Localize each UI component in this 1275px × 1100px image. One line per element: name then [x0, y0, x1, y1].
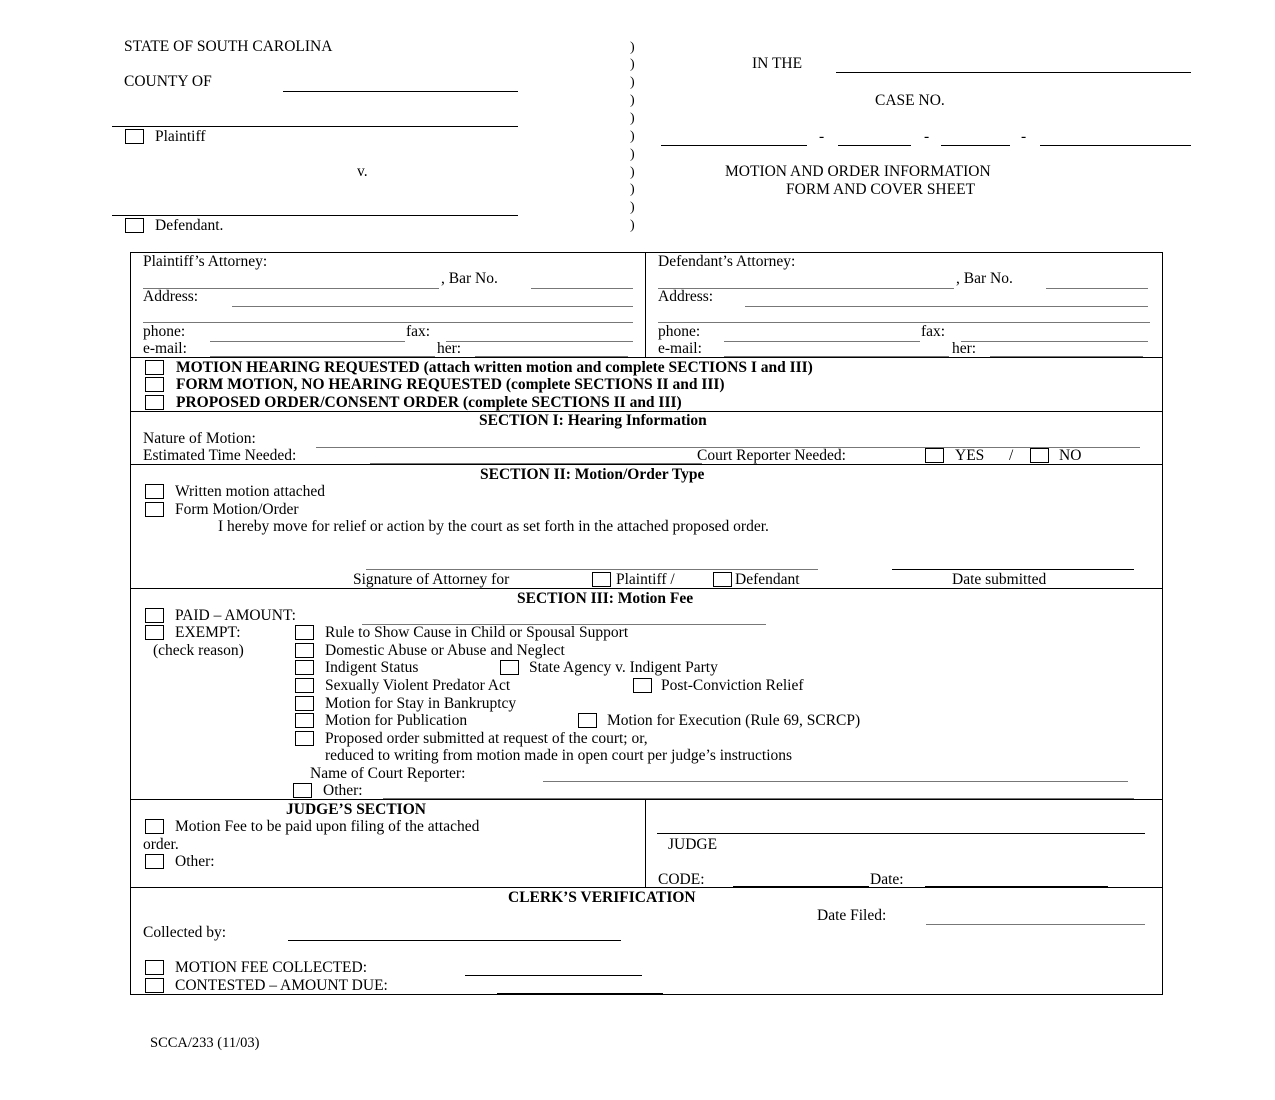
county-label: COUNTY OF	[124, 73, 212, 90]
judge-code-label: CODE:	[658, 871, 705, 888]
judge-date-field[interactable]	[925, 886, 1108, 887]
contested-amount-field[interactable]	[497, 993, 663, 994]
form-motion-order-checkbox[interactable]	[145, 502, 164, 517]
attorney-signature-field[interactable]	[366, 569, 818, 570]
form-motion-option: FORM MOTION, NO HEARING REQUESTED (complete SECTIONS II and III)	[176, 376, 725, 393]
case-no-label: CASE NO.	[875, 92, 945, 109]
date-submitted-field[interactable]	[892, 569, 1134, 570]
reason-other-field[interactable]	[383, 798, 1134, 799]
motion-hearing-checkbox[interactable]	[145, 360, 164, 375]
slash: /	[1009, 447, 1014, 464]
section-2-title: SECTION II: Motion/Order Type	[480, 466, 705, 483]
proposed-order-option: PROPOSED ORDER/CONSENT ORDER (complete SECTIONS II and III)	[176, 394, 682, 411]
reason-state-agency-checkbox[interactable]	[500, 660, 519, 675]
defendant-checkbox[interactable]	[125, 218, 144, 233]
case-no-part1[interactable]	[661, 145, 807, 146]
defendant-address-2[interactable]	[658, 322, 1150, 323]
written-motion-checkbox[interactable]	[145, 484, 164, 499]
caption-divider: )	[630, 57, 635, 72]
collected-by-field[interactable]	[288, 940, 621, 941]
defendant-bar-no[interactable]	[1046, 288, 1148, 289]
court-reporter-label: Court Reporter Needed:	[697, 447, 846, 464]
fee-upon-filing-checkbox[interactable]	[145, 819, 164, 834]
defendant-fax[interactable]	[961, 341, 1148, 342]
form-motion-checkbox[interactable]	[145, 377, 164, 392]
fee-collected-checkbox[interactable]	[145, 960, 164, 975]
row-divider	[130, 799, 1163, 800]
plaintiff-phone[interactable]	[210, 341, 405, 342]
signature-plaintiff-label: Plaintiff /	[616, 571, 675, 588]
reason-indigent-status-label: Indigent Status	[325, 659, 419, 676]
fee-upon-filing-continued: order.	[143, 836, 179, 853]
caption-divider: )	[630, 40, 635, 55]
reason-publication-label: Motion for Publication	[325, 712, 468, 729]
reason-indigent-status-checkbox[interactable]	[295, 660, 314, 675]
her-label: her:	[437, 340, 462, 357]
reason-domestic-abuse-label: Domestic Abuse or Abuse and Neglect	[325, 642, 565, 659]
plaintiff-bar-no[interactable]	[531, 288, 633, 289]
fax-label: fax:	[406, 323, 431, 340]
fee-upon-filing-label: Motion Fee to be paid upon filing of the attached	[175, 818, 480, 835]
fax-label: fax:	[921, 323, 946, 340]
row-divider	[130, 357, 1163, 358]
contested-label: CONTESTED – AMOUNT DUE:	[175, 977, 388, 994]
reason-pcr-checkbox[interactable]	[633, 678, 652, 693]
form-motion-order-label: Form Motion/Order	[175, 501, 299, 518]
fee-collected-label: MOTION FEE COLLECTED:	[175, 959, 368, 976]
reporter-yes-label: YES	[955, 447, 985, 464]
form-code: SCCA/233 (11/03)	[150, 1035, 260, 1051]
reason-svp-act-checkbox[interactable]	[295, 678, 314, 693]
box-border	[1162, 252, 1163, 995]
plaintiff-address-2[interactable]	[143, 322, 633, 323]
judge-date-label: Date:	[870, 871, 904, 888]
relief-statement: I hereby move for relief or action by the court as set forth in the attached proposed order.	[218, 518, 769, 535]
reason-domestic-abuse-checkbox[interactable]	[295, 643, 314, 658]
written-motion-label: Written motion attached	[175, 483, 326, 500]
signature-defendant-label: Defendant	[735, 571, 800, 588]
plaintiff-her[interactable]	[475, 356, 628, 357]
defendant-email[interactable]	[724, 356, 949, 357]
case-no-part3[interactable]	[941, 145, 1010, 146]
case-no-part4[interactable]	[1040, 145, 1191, 146]
court-label: IN THE	[752, 55, 803, 72]
check-reason-label: (check reason)	[153, 642, 244, 659]
form-title-line2: FORM AND COVER SHEET	[786, 181, 976, 198]
judge-divider	[645, 799, 646, 888]
reason-proposed-order-label: Proposed order submitted at request of the court; or,	[325, 730, 648, 747]
court-name-field[interactable]	[836, 72, 1191, 73]
reason-state-agency-label: State Agency v. Indigent Party	[529, 659, 718, 676]
nature-of-motion-label: Nature of Motion:	[143, 430, 256, 447]
row-divider	[130, 887, 1163, 888]
address-label: Address:	[143, 288, 199, 305]
plaintiff-email[interactable]	[210, 356, 435, 357]
attorney-divider	[645, 252, 646, 358]
reason-execution-checkbox[interactable]	[578, 713, 597, 728]
date-filed-label: Date Filed:	[817, 907, 887, 924]
court-reporter-name-field[interactable]	[543, 781, 1128, 782]
reason-proposed-order-checkbox[interactable]	[295, 731, 314, 746]
caption-divider: )	[630, 218, 635, 233]
defendant-her[interactable]	[990, 356, 1143, 357]
date-filed-field[interactable]	[926, 924, 1145, 925]
reporter-yes-checkbox[interactable]	[925, 448, 944, 463]
section-3-title: SECTION III: Motion Fee	[517, 590, 694, 607]
defendant-label: Defendant.	[155, 217, 224, 234]
exempt-checkbox[interactable]	[145, 625, 164, 640]
reason-pcr-label: Post-Conviction Relief	[661, 677, 804, 694]
caption-divider: )	[630, 129, 635, 144]
caption-divider: )	[630, 182, 635, 197]
defendant-attorney-heading: Defendant’s Attorney:	[658, 253, 796, 270]
caption-divider: )	[630, 75, 635, 90]
email-label: e-mail:	[658, 340, 702, 357]
section-1-title: SECTION I: Hearing Information	[479, 412, 707, 429]
county-field[interactable]	[283, 91, 518, 92]
estimated-time-label: Estimated Time Needed:	[143, 447, 297, 464]
her-label: her:	[952, 340, 977, 357]
paid-checkbox[interactable]	[145, 608, 164, 623]
state-heading: STATE OF SOUTH CAROLINA	[124, 38, 333, 55]
case-no-part2[interactable]	[838, 145, 911, 146]
dash: -	[819, 128, 825, 145]
dash: -	[924, 128, 930, 145]
reason-stay-bankruptcy-label: Motion for Stay in Bankruptcy	[325, 695, 517, 712]
signature-plaintiff-checkbox[interactable]	[592, 572, 611, 587]
defendant-address-1[interactable]	[745, 306, 1148, 307]
reason-publication-checkbox[interactable]	[295, 713, 314, 728]
plaintiff-name-field[interactable]	[112, 126, 518, 127]
contested-checkbox[interactable]	[145, 978, 164, 993]
signature-label: Signature of Attorney for	[353, 571, 510, 588]
collected-by-label: Collected by:	[143, 924, 227, 941]
judge-other-label: Other:	[175, 853, 215, 870]
judge-code-field[interactable]	[733, 886, 869, 887]
date-submitted-label: Date submitted	[952, 571, 1047, 588]
plaintiff-checkbox[interactable]	[125, 129, 144, 144]
court-reporter-name-label: Name of Court Reporter:	[310, 765, 466, 782]
judge-signature-field[interactable]	[657, 833, 1145, 834]
plaintiff-label: Plaintiff	[155, 128, 206, 145]
exempt-label: EXEMPT:	[175, 624, 241, 641]
reason-other-label: Other:	[323, 782, 363, 799]
form-title-line1: MOTION AND ORDER INFORMATION	[725, 163, 991, 180]
signature-defendant-checkbox[interactable]	[713, 572, 732, 587]
caption-divider: )	[630, 147, 635, 162]
reporter-no-label: NO	[1059, 447, 1082, 464]
paid-amount-label: PAID – AMOUNT:	[175, 607, 296, 624]
reason-rule-to-show-cause-label: Rule to Show Cause in Child or Spousal Support	[325, 624, 629, 641]
versus-label: v.	[357, 163, 368, 180]
proposed-order-checkbox[interactable]	[145, 395, 164, 410]
reason-execution-label: Motion for Execution (Rule 69, SCRCP)	[607, 712, 861, 729]
email-label: e-mail:	[143, 340, 187, 357]
plaintiff-attorney-heading: Plaintiff’s Attorney:	[143, 253, 268, 270]
fee-collected-field[interactable]	[465, 975, 642, 976]
box-border	[130, 252, 1163, 253]
reason-proposed-order-continued: reduced to writing from motion made in open court per judge’s instructions	[325, 747, 793, 764]
plaintiff-fax[interactable]	[446, 341, 633, 342]
motion-hearing-option: MOTION HEARING REQUESTED (attach written motion and complete SECTIONS I and III)	[176, 359, 813, 376]
judge-other-checkbox[interactable]	[145, 854, 164, 869]
caption-divider: )	[630, 165, 635, 180]
caption-divider: )	[630, 200, 635, 215]
reason-rule-to-show-cause-checkbox[interactable]	[295, 625, 314, 640]
reason-stay-bankruptcy-checkbox[interactable]	[295, 696, 314, 711]
judge-label: JUDGE	[668, 836, 718, 853]
dash: -	[1021, 128, 1027, 145]
caption-divider: )	[630, 93, 635, 108]
reason-other-checkbox[interactable]	[293, 783, 312, 798]
judge-section-title: JUDGE’S SECTION	[286, 801, 426, 818]
bar-no-label: , Bar No.	[441, 270, 498, 287]
phone-label: phone:	[143, 323, 186, 340]
address-label: Address:	[658, 288, 714, 305]
box-border	[130, 252, 131, 995]
defendant-phone[interactable]	[724, 341, 920, 342]
reporter-no-checkbox[interactable]	[1030, 448, 1049, 463]
reason-svp-act-label: Sexually Violent Predator Act	[325, 677, 511, 694]
bar-no-label: , Bar No.	[956, 270, 1013, 287]
caption-divider: )	[630, 111, 635, 126]
plaintiff-address-1[interactable]	[232, 306, 633, 307]
phone-label: phone:	[658, 323, 701, 340]
defendant-name-field[interactable]	[112, 215, 518, 216]
estimated-time-field[interactable]	[370, 463, 702, 464]
clerk-section-title: CLERK’S VERIFICATION	[508, 889, 696, 906]
